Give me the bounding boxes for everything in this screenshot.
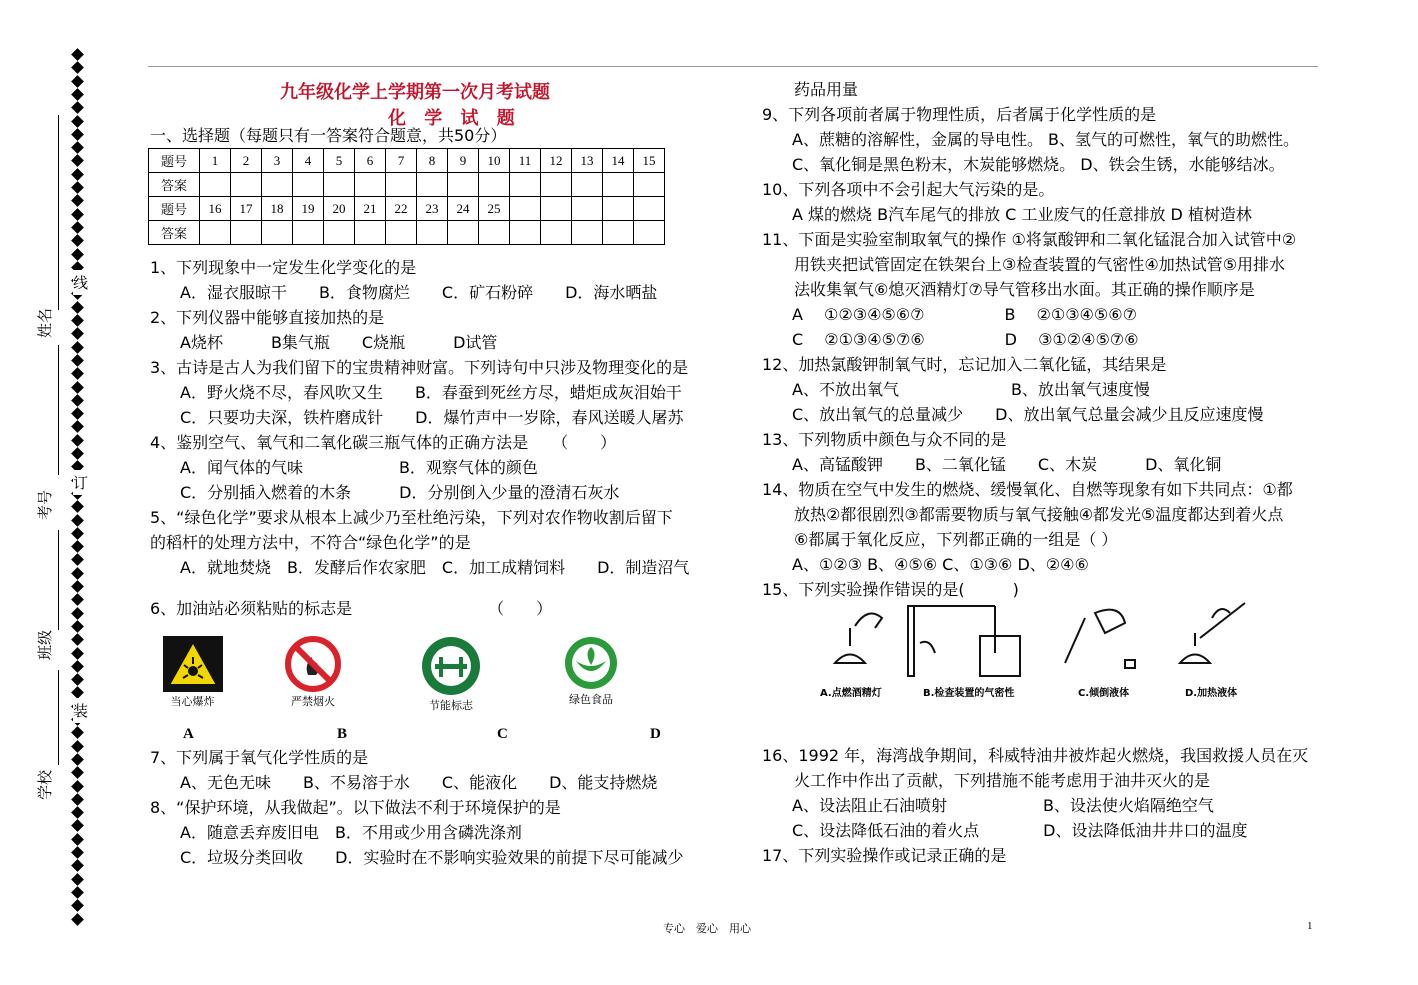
diamond-mark — [71, 168, 84, 181]
question-5: 5、“绿色化学”要求从根本上减少乃至杜绝污染，下列对农作物收割后留下 — [150, 508, 673, 527]
table-cell — [541, 221, 572, 245]
question-15: 15、下列实验操作错误的是( ) — [762, 580, 1019, 599]
question-9: 9、下列各项前者属于物理性质，后者属于化学性质的是 — [762, 105, 1157, 124]
table-cell: 8 — [417, 149, 448, 173]
diamond-mark — [71, 660, 84, 673]
binding-line — [58, 530, 59, 630]
sign-energy-saving — [415, 635, 487, 713]
question-1-options: A．湿衣服晾干 B．食物腐烂 C．矿石粉碎 D．海水晒盐 — [180, 283, 658, 302]
left-column-bottom — [150, 745, 720, 870]
exam-title: 九年级化学上学期第一次月考试题 — [280, 82, 550, 103]
lab-apparatus-icon — [820, 598, 1260, 683]
green-food-icon — [560, 635, 622, 691]
table-cell: 16 — [200, 197, 231, 221]
question-11-options: A ①②③④⑤⑥⑦ B ②①③④⑤⑥⑦ — [792, 305, 1137, 324]
table-cell: 2 — [231, 149, 262, 173]
diamond-mark — [71, 780, 84, 793]
table-cell — [634, 221, 665, 245]
table-cell — [510, 197, 541, 221]
diamond-mark — [71, 806, 84, 819]
diamond-mark — [71, 820, 84, 833]
question-2: 2、下列仪器中能够直接加热的是 — [150, 308, 385, 327]
binding-line — [58, 670, 59, 765]
lab-label-d: D.加热液体 — [1185, 688, 1238, 699]
explosion-warning-icon — [162, 635, 224, 693]
diamond-mark — [71, 607, 84, 620]
question-3-options: C．只要功夫深，铁杵磨成针 D．爆竹声中一岁除，春风送暖人屠苏 — [180, 408, 684, 427]
table-cell: 4 — [293, 149, 324, 173]
table-cell: 22 — [386, 197, 417, 221]
answer-cell[interactable] — [634, 173, 665, 197]
table-cell: 19 — [293, 197, 324, 221]
diamond-mark — [71, 48, 84, 61]
binding-line — [58, 115, 59, 310]
question-12: 12、加热氯酸钾制氧气时，忘记加入二氧化锰，其结果是 — [762, 355, 1167, 374]
question-13: 13、下列物质中颜色与众不同的是 — [762, 430, 1007, 449]
question-3: 3、古诗是古人为我们留下的宝贵精神财富。下列诗句中只涉及物理变化的是 — [150, 358, 689, 377]
table-cell: 9 — [448, 149, 479, 173]
binding-mark-ding: 订 — [73, 470, 88, 495]
diamond-mark — [71, 833, 84, 846]
question-5-options: A．就地焚烧 B．发酵后作农家肥 C．加工成精饲料 D．制造沼气 — [180, 558, 690, 577]
question-3-options: A．野火烧不尽，春风吹又生 B．春蚕到死丝方尽，蜡炬成灰泪始干 — [180, 383, 682, 402]
school-label: 学校 — [36, 769, 54, 800]
diamond-mark — [71, 580, 84, 593]
diamond-mark — [71, 88, 84, 101]
table-cell — [634, 197, 665, 221]
diamond-mark — [71, 301, 84, 314]
diamond-mark — [71, 208, 84, 221]
answer-cell[interactable] — [479, 221, 510, 245]
question-8-cont: 药品用量 — [794, 80, 859, 99]
sign-green-food — [555, 635, 627, 707]
right-column-bottom — [762, 743, 1322, 868]
sign-letter-a: A — [183, 726, 194, 742]
table-cell: 25 — [479, 197, 510, 221]
sign-no-smoking — [278, 635, 348, 709]
diamond-mark — [71, 181, 84, 194]
diamond-mark — [71, 155, 84, 168]
answer-cell[interactable] — [231, 173, 262, 197]
diamond-mark — [71, 354, 84, 367]
diamond-mark — [71, 128, 84, 141]
table-cell: 24 — [448, 197, 479, 221]
question-7-options: A、无色无味 B、不易溶于水 C、能液化 D、能支持燃烧 — [180, 773, 658, 792]
binding-mark-xian: 线 — [73, 270, 88, 295]
answer-cell[interactable] — [386, 221, 417, 245]
exam-subtitle: 化 学 试 题 — [388, 108, 521, 129]
diamond-mark — [71, 394, 84, 407]
sign-caption: 绿色食品 — [569, 693, 613, 706]
diamond-mark — [71, 500, 84, 513]
question-14-cont: 放热②都很剧烈③都需要物质与氧气接触④都发光⑤温度都达到着火点 — [794, 505, 1284, 524]
question-16-options: C、设法降低石油的着火点 D、设法降低油井井口的温度 — [792, 821, 1248, 840]
row-label: 答案 — [149, 173, 200, 197]
table-cell — [572, 197, 603, 221]
diamond-mark — [71, 221, 84, 234]
question-5-cont: 的稻杆的处理方法中，不符合“绿色化学”的是 — [150, 533, 471, 552]
diamond-mark — [71, 726, 84, 739]
table-cell: 21 — [355, 197, 386, 221]
table-cell: 14 — [603, 149, 634, 173]
diamond-mark — [71, 194, 84, 207]
diamond-mark — [71, 873, 84, 886]
row-label: 答案 — [149, 221, 200, 245]
question-9-options: A、蔗糖的溶解性，金属的导电性。 B、氢气的可燃性，氧气的助燃性。 — [792, 130, 1300, 149]
answer-cell[interactable] — [448, 221, 479, 245]
question-11-cont: 法收集氧气⑥熄灭酒精灯⑦导气管移出水面。其正确的操作顺序是 — [794, 280, 1255, 299]
table-cell — [572, 221, 603, 245]
row-label: 题号 — [149, 197, 200, 221]
table-cell: 5 — [324, 149, 355, 173]
name-label: 姓名 — [36, 307, 54, 338]
diamond-mark — [71, 527, 84, 540]
table-cell: 3 — [262, 149, 293, 173]
sign-caption: 当心爆炸 — [170, 695, 215, 708]
diamond-mark — [71, 115, 84, 128]
exam-no-label: 考号 — [36, 489, 54, 520]
table-row — [149, 221, 665, 245]
question-11-cont: 用铁夹把试管固定在铁架台上③检查装置的气密性④加热试管⑤用排水 — [794, 255, 1286, 274]
answer-cell[interactable] — [262, 221, 293, 245]
question-12-options: C、放出氧气的总量减少 D、放出氧气总量会减少且反应速度慢 — [792, 405, 1264, 424]
answer-cell[interactable] — [293, 221, 324, 245]
table-cell — [541, 197, 572, 221]
table-cell: 6 — [355, 149, 386, 173]
question-14-options: A、①②③ B、④⑤⑥ C、①③⑥ D、②④⑥ — [792, 555, 1089, 574]
sign-caption: 严禁烟火 — [291, 695, 335, 708]
energy-saving-icon — [417, 635, 485, 697]
table-cell: 7 — [386, 149, 417, 173]
no-fire-icon — [282, 635, 344, 693]
question-12-options: A、不放出氧气 B、放出氧气速度慢 — [792, 380, 1150, 399]
diamond-mark — [71, 913, 84, 926]
diamond-mark — [71, 341, 84, 354]
diamond-mark — [71, 381, 84, 394]
table-cell: 18 — [262, 197, 293, 221]
diamond-mark — [71, 846, 84, 859]
answer-cell[interactable] — [231, 221, 262, 245]
binding-line — [58, 345, 59, 475]
answer-cell[interactable] — [324, 221, 355, 245]
question-4-options: C．分别插入燃着的木条 D．分别倒入少量的澄清石灰水 — [180, 483, 620, 502]
lab-label-a: A.点燃酒精灯 — [820, 688, 882, 699]
sign-letter-d: D — [650, 726, 661, 742]
answer-cell[interactable] — [386, 173, 417, 197]
row-label: 题号 — [149, 149, 200, 173]
diamond-mark — [71, 859, 84, 872]
question-7: 7、下列属于氧气化学性质的是 — [150, 748, 369, 767]
question-1: 1、下列现象中一定发生化学变化的是 — [150, 258, 417, 277]
question-10: 10、下列各项中不会引起大气污染的是。 — [762, 180, 1055, 199]
question-14: 14、物质在空气中发生的燃烧、缓慢氧化、自燃等现象有如下共同点：①都 — [762, 480, 1293, 499]
answer-cell[interactable] — [355, 221, 386, 245]
question-14-cont: ⑥都属于氧化反应，下列都正确的一组是（ ） — [794, 530, 1118, 549]
diamond-mark — [71, 633, 84, 646]
sign-caption: 节能标志 — [429, 699, 473, 712]
diamond-mark — [71, 886, 84, 899]
page-number: 1 — [1307, 920, 1313, 932]
diamond-mark — [71, 899, 84, 912]
answer-cell[interactable] — [417, 221, 448, 245]
table-cell: 1 — [200, 149, 231, 173]
answer-cell[interactable] — [479, 173, 510, 197]
diamond-mark — [71, 753, 84, 766]
table-row — [149, 173, 665, 197]
question-8-options: C．垃圾分类回收 D．实验时在不影响实验效果的前提下尽可能减少 — [180, 848, 684, 867]
diamond-mark — [71, 75, 84, 88]
question-9-options: C、氧化铜是黑色粉末，木炭能够燃烧。 D、铁会生锈，水能够结冰。 — [792, 155, 1285, 174]
question-6: 6、加油站必须粘贴的标志是 （ ） — [150, 599, 553, 618]
diamond-mark — [71, 620, 84, 633]
answer-cell[interactable] — [262, 173, 293, 197]
table-cell — [603, 221, 634, 245]
table-cell: 15 — [634, 149, 665, 173]
answer-cell[interactable] — [293, 173, 324, 197]
question-16-options: A、设法阻止石油喷射 B、设法使火焰隔绝空气 — [792, 796, 1214, 815]
diamond-mark — [71, 567, 84, 580]
answer-cell[interactable] — [541, 173, 572, 197]
question-17: 17、下列实验操作或记录正确的是 — [762, 846, 1007, 865]
table-row — [149, 197, 665, 221]
lab-operations-figure — [820, 598, 1260, 703]
sign-letter-b: B — [337, 726, 348, 742]
question-11-options: C ②①③④⑤⑦⑥ D ③①②④⑤⑦⑥ — [792, 330, 1139, 349]
table-cell: 23 — [417, 197, 448, 221]
question-16-cont: 火工作中作出了贡献，下列措施不能考虑用于油井灭火的是 — [794, 771, 1211, 790]
diamond-mark — [71, 554, 84, 567]
diamond-mark — [71, 407, 84, 420]
answer-cell[interactable] — [200, 173, 231, 197]
question-2-options: A烧杯 B集气瓶 C烧瓶 D试管 — [180, 333, 498, 352]
question-11: 11、下面是实验室制取氧气的操作 ①将氯酸钾和二氧化锰混合加入试管中② — [762, 230, 1297, 249]
diamond-mark — [71, 673, 84, 686]
header-rule — [148, 66, 1318, 67]
table-cell: 13 — [572, 149, 603, 173]
binding-mark-zhuang: 装 — [73, 698, 88, 723]
diamond-mark — [71, 248, 84, 261]
diamond-mark — [71, 793, 84, 806]
answer-cell[interactable] — [200, 221, 231, 245]
answer-cell[interactable] — [417, 173, 448, 197]
diamond-mark — [71, 434, 84, 447]
diamond-mark — [71, 593, 84, 606]
question-13-options: A、高锰酸钾 B、二氧化锰 C、木炭 D、氧化铜 — [792, 455, 1222, 474]
table-row — [149, 149, 665, 173]
diamond-mark — [71, 101, 84, 114]
sign-explosion — [160, 635, 225, 709]
diamond-mark — [71, 141, 84, 154]
diamond-mark — [71, 61, 84, 74]
table-cell — [603, 197, 634, 221]
question-10-options: A 煤的燃烧 B汽车尾气的排放 C 工业废气的任意排放 D 植树造林 — [792, 205, 1252, 224]
answer-cell[interactable] — [572, 173, 603, 197]
table-cell: 20 — [324, 197, 355, 221]
table-cell: 17 — [231, 197, 262, 221]
answer-cell[interactable] — [448, 173, 479, 197]
answer-cell[interactable] — [510, 173, 541, 197]
question-16: 16、1992 年，海湾战争期间，科威特油井被炸起火燃烧，我国救援人员在灭 — [762, 746, 1309, 765]
diamond-mark — [71, 367, 84, 380]
diamond-mark — [71, 766, 84, 779]
diamond-mark — [71, 234, 84, 247]
question-4-options: A．闻气体的气味 B．观察气体的颜色 — [180, 458, 538, 477]
right-column — [762, 77, 1322, 602]
diamond-mark — [71, 447, 84, 460]
answer-cell[interactable] — [603, 173, 634, 197]
sign-letter-c: C — [497, 726, 508, 742]
table-cell: 11 — [510, 149, 541, 173]
diamond-mark — [71, 647, 84, 660]
question-8: 8、“保护环境，从我做起”。以下做法不利于环境保护的是 — [150, 798, 561, 817]
answer-cell[interactable] — [355, 173, 386, 197]
table-cell: 12 — [541, 149, 572, 173]
table-cell: 10 — [479, 149, 510, 173]
diamond-mark — [71, 514, 84, 527]
class-label: 班级 — [36, 629, 54, 660]
question-4: 4、鉴别空气、氧气和二氧化碳三瓶气体的正确方法是 （ ） — [150, 433, 617, 452]
question-8-options: A．随意丢弃废旧电 B．不用或少用含磷洗涤剂 — [180, 823, 522, 842]
diamond-mark — [71, 314, 84, 327]
diamond-mark — [71, 740, 84, 753]
answer-cell[interactable] — [324, 173, 355, 197]
lab-label-c: C.倾倒液体 — [1078, 688, 1130, 699]
lab-label-b: B.检查装置的气密性 — [923, 688, 1015, 699]
page-footer: 专心 爱心 用心 — [663, 922, 751, 935]
left-column — [150, 255, 720, 621]
section-heading: 一、选择题（每题只有一答案符合题意，共50分） — [150, 126, 507, 145]
diamond-mark — [71, 327, 84, 340]
diamond-mark — [71, 421, 84, 434]
diamond-mark — [71, 540, 84, 553]
table-cell — [510, 221, 541, 245]
answer-table — [148, 148, 665, 245]
